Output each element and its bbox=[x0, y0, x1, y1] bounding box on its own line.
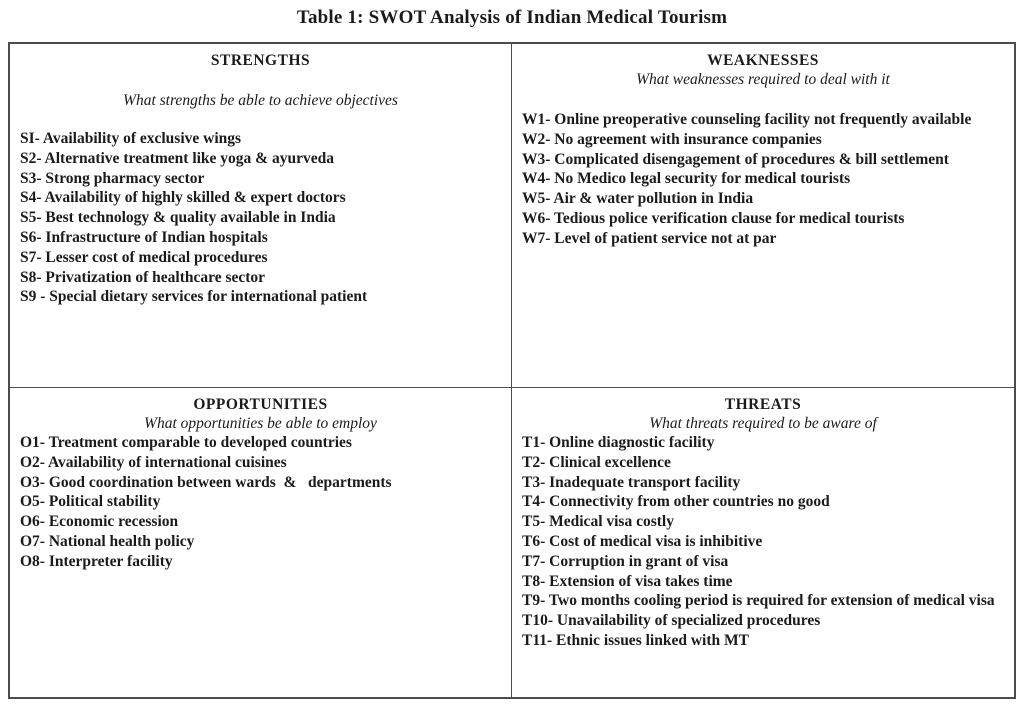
strengths-heading: STRENGTHS bbox=[210, 52, 311, 69]
opportunity-item: O5- Political stability bbox=[20, 493, 161, 511]
weaknesses-quadrant bbox=[512, 44, 1014, 388]
strength-item: S5- Best technology & quality available in India bbox=[20, 209, 336, 227]
threats-list bbox=[522, 433, 1004, 651]
opportunity-item: O6- Economic recession bbox=[20, 513, 179, 531]
weakness-item: W3- Complicated disengagement of procedures & bill settlement bbox=[522, 150, 949, 168]
weakness-item: W6- Tedious police verification clause for medical tourists bbox=[522, 209, 905, 227]
strength-item: S8- Privatization of healthcare sector bbox=[20, 268, 266, 286]
strengths-quadrant bbox=[10, 44, 512, 388]
threat-item: T9- Two months cooling period is required for extension of medical visa bbox=[522, 592, 995, 610]
opportunities-subtitle: What opportunities be able to employ bbox=[144, 415, 377, 432]
weakness-item: W4- No Medico legal security for medical tourists bbox=[522, 170, 851, 188]
threats-subtitle: What threats required to be aware of bbox=[649, 415, 877, 432]
opportunities-heading: OPPORTUNITIES bbox=[193, 396, 328, 413]
threat-item: T7- Corruption in grant of visa bbox=[522, 552, 729, 570]
weaknesses-subtitle: What weaknesses required to deal with it bbox=[636, 71, 890, 88]
opportunity-item: O7- National health policy bbox=[20, 532, 195, 550]
strengths-subtitle: What strengths be able to achieve objectives bbox=[123, 92, 398, 109]
strength-item: S7- Lesser cost of medical procedures bbox=[20, 248, 268, 266]
strength-item: S9 - Special dietary services for international patient bbox=[20, 288, 368, 306]
threat-item: T3- Inadequate transport facility bbox=[522, 473, 741, 491]
table-title: Table 1: SWOT Analysis of Indian Medical Tourism bbox=[296, 7, 728, 28]
weakness-item: W2- No agreement with insurance companies bbox=[522, 130, 822, 148]
strength-item: S4- Availability of highly skilled & expert doctors bbox=[20, 189, 346, 207]
threat-item: T8- Extension of visa takes time bbox=[522, 572, 733, 590]
threats-heading: THREATS bbox=[724, 396, 802, 413]
threat-item: T6- Cost of medical visa is inhibitive bbox=[522, 532, 763, 550]
weaknesses-list bbox=[522, 110, 1004, 249]
opportunities-list bbox=[20, 433, 501, 572]
threat-item: T1- Online diagnostic facility bbox=[522, 434, 715, 451]
threats-quadrant bbox=[512, 388, 1014, 697]
threat-item: T2- Clinical excellence bbox=[522, 453, 671, 471]
threat-item: T11- Ethnic issues linked with MT bbox=[522, 631, 749, 649]
threat-item: T10- Unavailability of specialized procedures bbox=[522, 612, 821, 630]
threat-item: T4- Connectivity from other countries no good bbox=[522, 493, 830, 511]
weaknesses-heading: WEAKNESSES bbox=[707, 52, 819, 69]
weakness-item: W1- Online preoperative counseling facility not frequently available bbox=[522, 111, 972, 128]
opportunity-item: O2- Availability of international cuisines bbox=[20, 453, 287, 471]
opportunity-item: O8- Interpreter facility bbox=[20, 552, 173, 570]
opportunities-quadrant bbox=[10, 388, 512, 697]
weakness-item: W7- Level of patient service not at par bbox=[522, 229, 777, 247]
weakness-item: W5- Air & water pollution in India bbox=[522, 190, 754, 208]
threat-item: T5- Medical visa costly bbox=[522, 513, 674, 531]
strength-item: S6- Infrastructure of Indian hospitals bbox=[20, 228, 268, 246]
opportunity-item: O3- Good coordination between wards & departments bbox=[20, 473, 392, 491]
strength-item: S2- Alternative treatment like yoga & ayurveda bbox=[20, 149, 334, 167]
strength-item: SI- Availability of exclusive wings bbox=[20, 130, 242, 147]
opportunity-item: O1- Treatment comparable to developed countries bbox=[20, 434, 352, 451]
strengths-list bbox=[20, 129, 501, 307]
swot-table bbox=[8, 42, 1016, 699]
strength-item: S3- Strong pharmacy sector bbox=[20, 169, 205, 187]
